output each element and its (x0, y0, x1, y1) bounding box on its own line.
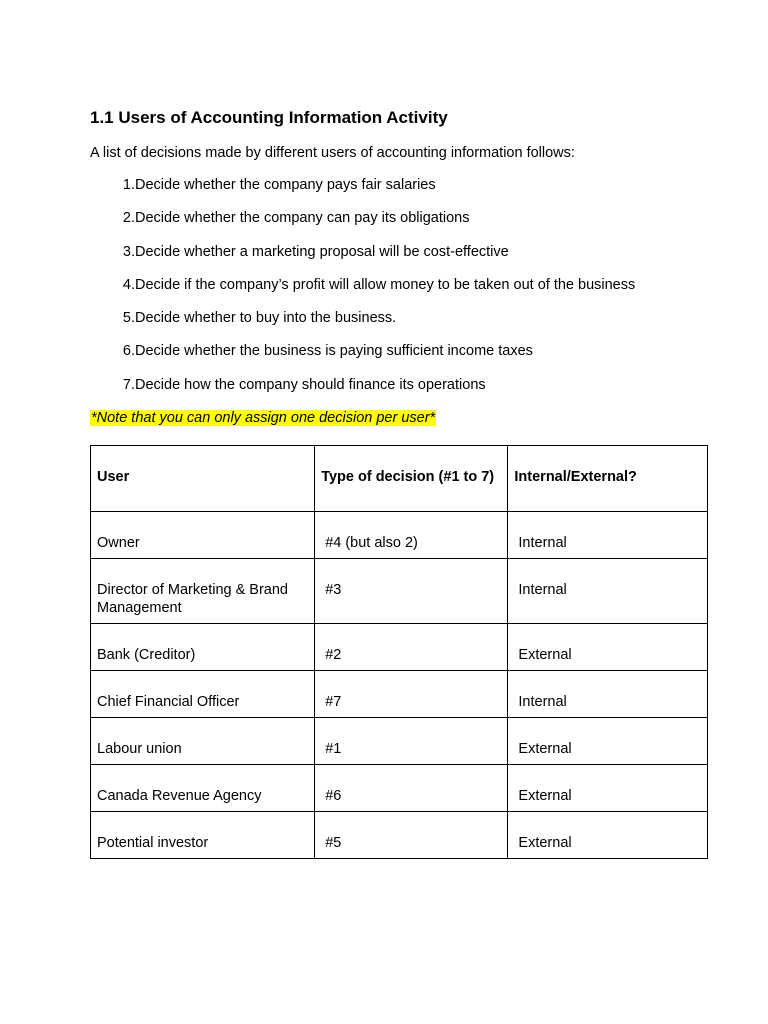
cell-user: Potential investor (91, 812, 315, 859)
list-text: Decide whether the company pays fair salaries (135, 177, 436, 193)
list-item (90, 177, 436, 210)
cell-decision: #7 (315, 671, 508, 718)
header-internal-external: Internal/External? (508, 446, 708, 512)
list-item (90, 210, 470, 243)
list-number: 6 . (90, 343, 135, 376)
list-item (90, 310, 397, 343)
list-number: 2 . (90, 210, 135, 243)
cell-decision: #6 (315, 765, 508, 812)
list-text: Decide whether a marketing proposal will be cost-effective (135, 243, 509, 260)
table-row (91, 624, 708, 671)
cell-decision: #2 (315, 624, 508, 671)
cell-user: Owner (91, 512, 315, 559)
cell-decision: #5 (315, 812, 508, 859)
cell-type: Internal (508, 512, 708, 559)
cell-user: Director of Marketing & Brand Management (91, 559, 315, 624)
list-item (90, 376, 486, 410)
list-item (90, 343, 533, 376)
cell-type: Internal (508, 671, 708, 718)
cell-type: External (508, 765, 708, 812)
table-header-row (91, 446, 708, 512)
list-text: Decide whether the company can pay its obligations (135, 210, 470, 227)
list-number: 3 . (90, 244, 135, 277)
cell-type: External (508, 812, 708, 859)
list-text: Decide whether to buy into the business. (135, 310, 397, 327)
list-number: 1 . (90, 177, 135, 210)
decision-list (90, 177, 636, 410)
table-row (91, 512, 708, 559)
list-text: Decide how the company should finance its operations (135, 376, 486, 393)
header-decision-type: Type of decision (#1 to 7) (315, 446, 508, 512)
table-row (91, 559, 708, 624)
page-title: 1.1 Users of Accounting Information Activity (90, 108, 448, 127)
cell-decision: #4 (but also 2) (315, 512, 508, 559)
intro-paragraph: A list of decisions made by different users of accounting information follows: (90, 145, 575, 161)
list-number: 5 . (90, 310, 135, 343)
cell-user: Chief Financial Officer (91, 671, 315, 718)
cell-user: Canada Revenue Agency (91, 765, 315, 812)
highlighted-note: *Note that you can only assign one decision per user* (91, 410, 436, 426)
cell-type: Internal (508, 559, 708, 624)
table-row (91, 671, 708, 718)
table-row (91, 765, 708, 812)
list-item (90, 276, 636, 310)
table-row (91, 718, 708, 765)
cell-user: Labour union (91, 718, 315, 765)
cell-type: External (508, 624, 708, 671)
cell-user: Bank (Creditor) (91, 624, 315, 671)
table-row (91, 812, 708, 859)
list-item (90, 243, 509, 277)
list-text: Decide if the company’s profit will allow money to be taken out of the business (135, 276, 636, 293)
header-user: User (91, 446, 315, 512)
list-number: 7 . (90, 377, 135, 410)
list-text: Decide whether the business is paying sufficient income taxes (135, 343, 533, 360)
users-table (90, 445, 708, 859)
cell-type: External (508, 718, 708, 765)
cell-decision: #1 (315, 718, 508, 765)
cell-decision: #3 (315, 559, 508, 624)
list-number: 4 . (90, 277, 135, 310)
